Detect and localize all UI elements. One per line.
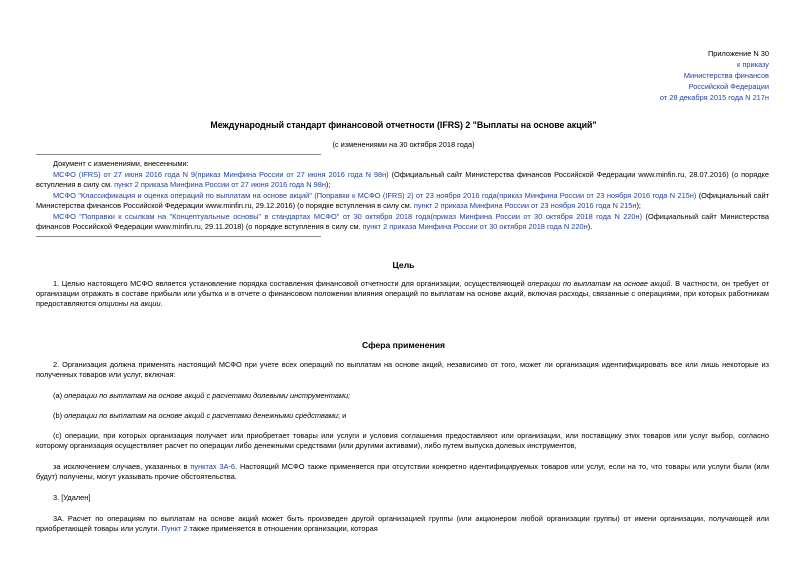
change-1-end: );	[325, 180, 331, 189]
change-2-point-link[interactable]: пункт 2 приказа Минфина России от 23 ноября 2016 года N 215н	[413, 201, 637, 210]
paragraph-3a	[36, 514, 769, 534]
item-b-marker: (b)	[53, 411, 65, 420]
scope-item-c	[36, 431, 769, 451]
order-link-line2[interactable]: Министерства финансов	[683, 71, 769, 80]
p1-text-a: 1. Целью настоящего МСФО является установление порядка составления финансовой отчетности для организации, осуществляющей	[53, 279, 528, 288]
paragraph-3a-text	[36, 514, 769, 534]
scope-section	[36, 360, 769, 380]
p3a-text-b: также применяется в отношении организации, которая	[187, 524, 378, 533]
change-item-1	[36, 170, 769, 190]
change-3-point-link[interactable]: пункт 2 приказа Минфина России от 30 октября 2018 года N 220н	[362, 222, 588, 231]
change-2-end: );	[636, 201, 641, 210]
order-link-line4[interactable]: от 28 декабря 2015 года N 217н	[659, 93, 769, 102]
section-heading-goal: Цель	[392, 260, 415, 270]
item-b-end: ; и	[338, 411, 347, 420]
goal-section	[36, 279, 769, 309]
item-b-term: операции по выплатам на основе акций с расчетами денежными средствами	[64, 411, 338, 420]
order-link-line3[interactable]: Российской Федерации	[688, 82, 769, 91]
change-1-order-link[interactable]: (приказ Минфина России от 27 июня 2016 года N 98н)	[195, 170, 389, 179]
points-3a-6-link[interactable]: пунктах 3А-6	[190, 462, 236, 471]
change-2-text: (Официальный сайт Министерства финансов Российской Федерации www.minfin.ru, 29.12.2016) (о порядке вступления в силу см.	[36, 191, 769, 210]
change-1-standard-link[interactable]: МСФО (IFRS) от 27 июня 2016 года N 9	[53, 170, 196, 179]
change-1-text: (Официальный сайт Министерства финансов Российской Федерации www.minfin.ru, 28.07.2016) (о порядке вступления в силу см.	[36, 170, 769, 189]
change-3-order-link[interactable]: (приказ Минфина России от 30 октября 2018 года N 220н)	[430, 212, 643, 221]
paragraph-2: 2. Организация должна применять настоящий МСФО при учете всех операций по выплатам на основе акций, независимо от того, может ли организация идентифицировать все или лишь некоторые из полученных товаров или услуг, включая:	[36, 360, 769, 379]
document-subtitle: (с изменениями на 30 октября 2018 года)	[332, 140, 475, 149]
scope-exceptions	[36, 462, 769, 482]
exceptions-text-b: . Настоящий МСФО также применяется при отсутствии конкретно идентифицируемых товаров или услуг, если на то, что товары или услуги были (или будут) получены, могут указывать прочие обстоятельства.	[36, 462, 769, 481]
item-c-text: (c) операции, при которых организация получает или приобретает товары или услуги и условия соглашения предоставляют или организации, или поставщику этих товаров или услуг выбор, согласно которому организация осуществляет расчет по операции либо денежными средствами (или другими активами), либо путем выпуска долевых инструментов,	[36, 431, 769, 450]
exceptions-text	[36, 462, 769, 482]
p3a-text-a: 3А. Расчет по операциям по выплатам на основе акций может быть произведен другой организацией группы (или акционером любой организации группы) от имени организации, получающей или приобретающей товары или услуги.	[36, 514, 769, 533]
change-3-text: (Официальный сайт Министерства финансов Российской Федерации www.minfin.ru, 29.11.2018) (о порядке вступления в силу см.	[36, 212, 769, 231]
change-2-order-link[interactable]: (приказ Минфина России от 23 ноября 2016 года N 215н)	[496, 191, 697, 200]
item-b-text	[36, 411, 769, 421]
change-item-2	[36, 191, 769, 211]
bottom-divider	[36, 236, 321, 237]
change-item-3	[36, 212, 769, 232]
p1-term-share-options: опционы на акции	[98, 299, 161, 308]
item-a-term: операции по выплатам на основе акций с расчетами долевыми инструментами;	[64, 391, 351, 400]
change-3-standard-link[interactable]: МСФО "Поправки к ссылкам на "Концептуальные основы" в стандартах МСФО" от 30 октября 2018 года	[53, 212, 431, 221]
scope-item-a	[36, 391, 769, 401]
p1-term-share-payments: операции по выплатам на основе акций	[527, 279, 671, 288]
item-a-text	[36, 391, 769, 401]
appendix-number: Приложение N 30	[707, 49, 769, 58]
change-3-end: ).	[587, 222, 593, 231]
point-2-link[interactable]: Пункт 2	[161, 524, 188, 533]
order-link-line1[interactable]: к приказу	[737, 60, 769, 69]
exceptions-text-a: за исключением случаев, указанных в	[53, 462, 191, 471]
p1-text-e: .	[160, 299, 163, 308]
paragraph-3-text: 3. [Удален]	[53, 493, 91, 502]
changes-intro: Документ с изменениями, внесенными:	[53, 159, 189, 168]
scope-item-b	[36, 411, 769, 421]
section-heading-scope: Сфера применения	[361, 340, 445, 350]
change-2-standard-link[interactable]: МСФО "Классификация и оценка операций по выплатам на основе акций" (Поправки к МСФО (IFRS) 2) от 23 ноября 2016 года	[53, 191, 497, 200]
document-title: Международный стандарт финансовой отчетности (IFRS) 2 "Выплаты на основе акций"	[210, 120, 597, 130]
item-a-marker: (a)	[53, 391, 65, 400]
change-1-point-link[interactable]: пункт 2 приказа Минфина России от 27 июня 2016 года N 98н	[114, 180, 326, 189]
top-divider	[36, 154, 321, 155]
paragraph-3	[36, 493, 769, 503]
changes-block	[36, 159, 769, 233]
appendix-header	[660, 48, 769, 103]
p1-text-c: . В частности, он требует от организации отражать в составе прибыли или убытка и в отчете о финансовом положении влияния операций по выплатам на основе акций, включая расходы, связанные с операциями, при которых работникам предоставляются	[36, 279, 769, 308]
paragraph-1	[36, 279, 769, 309]
